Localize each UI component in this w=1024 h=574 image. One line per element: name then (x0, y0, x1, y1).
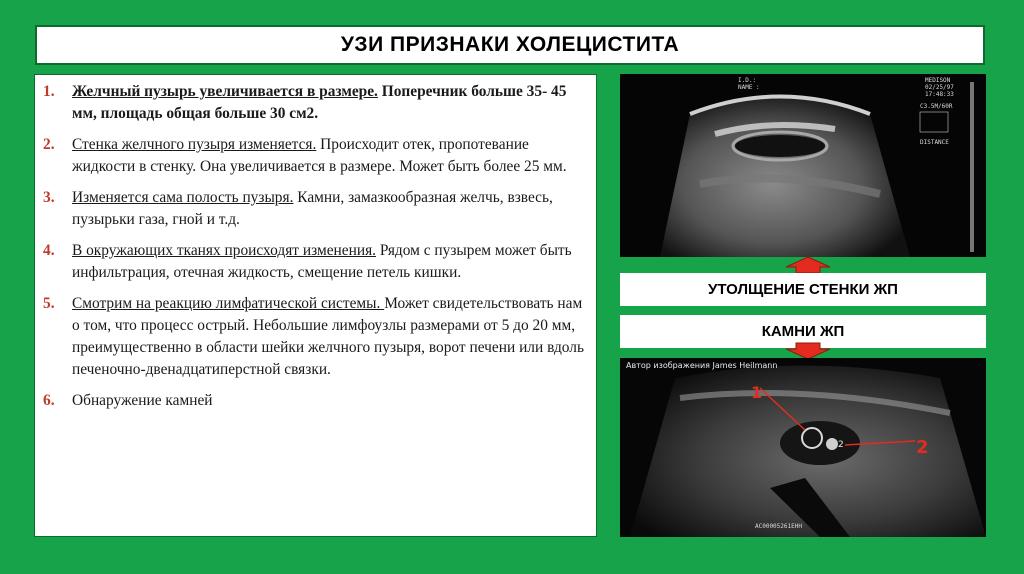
item-text: Может свидетельствовать нам о том, что процесс острый. Небольшие лимфоузлы размерами от 5 до 20 мм, преимущественно в области шейки желчного пузыря, ворот печени или вдоль печеночно-двенадцатиперстной связки. (72, 295, 584, 378)
marker-2: 2 (916, 437, 929, 458)
author-caption: Автор изображения James Heilmann (626, 361, 778, 370)
item-heading: Стенка желчного пузыря изменяется. (72, 136, 317, 153)
item-heading: В окружающих тканях происходят изменения. (72, 242, 376, 259)
stones-label: КАМНИ ЖП (620, 315, 986, 348)
arrow-up-icon (785, 256, 831, 274)
item-text: Рядом с пузырем может быть инфильтрация, отечная жидкость, смещение петель кишки. (72, 242, 572, 281)
date-label: 02/25/97 (925, 84, 954, 91)
item-number: 5. (43, 295, 55, 312)
bottom-code: AC00005261EHH (755, 523, 802, 530)
item-text: Происходит отек, пропотевание жидкости в стенку. Она увеличивается в размере. Может быть более 25 мм. (72, 136, 567, 175)
ultrasound-stones-graphic (620, 358, 986, 537)
criteria-list-box (34, 74, 597, 537)
probe-label: C3.5M/60R (920, 103, 953, 110)
item-heading: Желчный пузырь увеличивается в размере. (72, 83, 378, 100)
list-item (43, 187, 586, 231)
id-label: I.D.: (738, 77, 757, 84)
item-heading: Изменяется сама полость пузыря. (72, 189, 294, 206)
distance-label: DISTANCE (920, 139, 949, 146)
wall-thickening-label: УТОЛЩЕНИЕ СТЕНКИ ЖП (620, 273, 986, 306)
time-label: 17:48:33 (925, 91, 954, 98)
item-number: 4. (43, 242, 55, 259)
item-heading: Смотрим на реакцию лимфатической системы. (72, 295, 385, 312)
ultrasound-stones-image (620, 358, 986, 537)
list-item (43, 390, 586, 412)
item-number: 2. (43, 136, 55, 153)
item-text: Камни, замазкообразная желчь, взвесь, пузырьки газа, гной и т.д. (72, 189, 553, 228)
name-label: NAME : (738, 84, 760, 91)
list-item (43, 81, 586, 125)
ultrasound-wall-graphic (620, 74, 986, 257)
item-number: 6. (43, 392, 55, 409)
item-number: 1. (43, 83, 55, 100)
criteria-list (43, 81, 586, 412)
list-item (43, 134, 586, 178)
brand-label: MEDISON (925, 77, 951, 84)
title-box (35, 25, 985, 65)
ultrasound-wall-image (620, 74, 986, 257)
item-number: 3. (43, 189, 55, 206)
item-text: Поперечник больше 35- 45 мм, площадь общая больше 30 см2. (72, 83, 567, 122)
slide-title: УЗИ ПРИЗНАКИ ХОЛЕЦИСТИТА (340, 33, 680, 56)
marker-2-small: 2 (838, 440, 844, 450)
list-item (43, 240, 586, 284)
item-text: Обнаружение камней (72, 392, 213, 409)
marker-1: 1 (751, 383, 763, 402)
list-item (43, 293, 586, 381)
